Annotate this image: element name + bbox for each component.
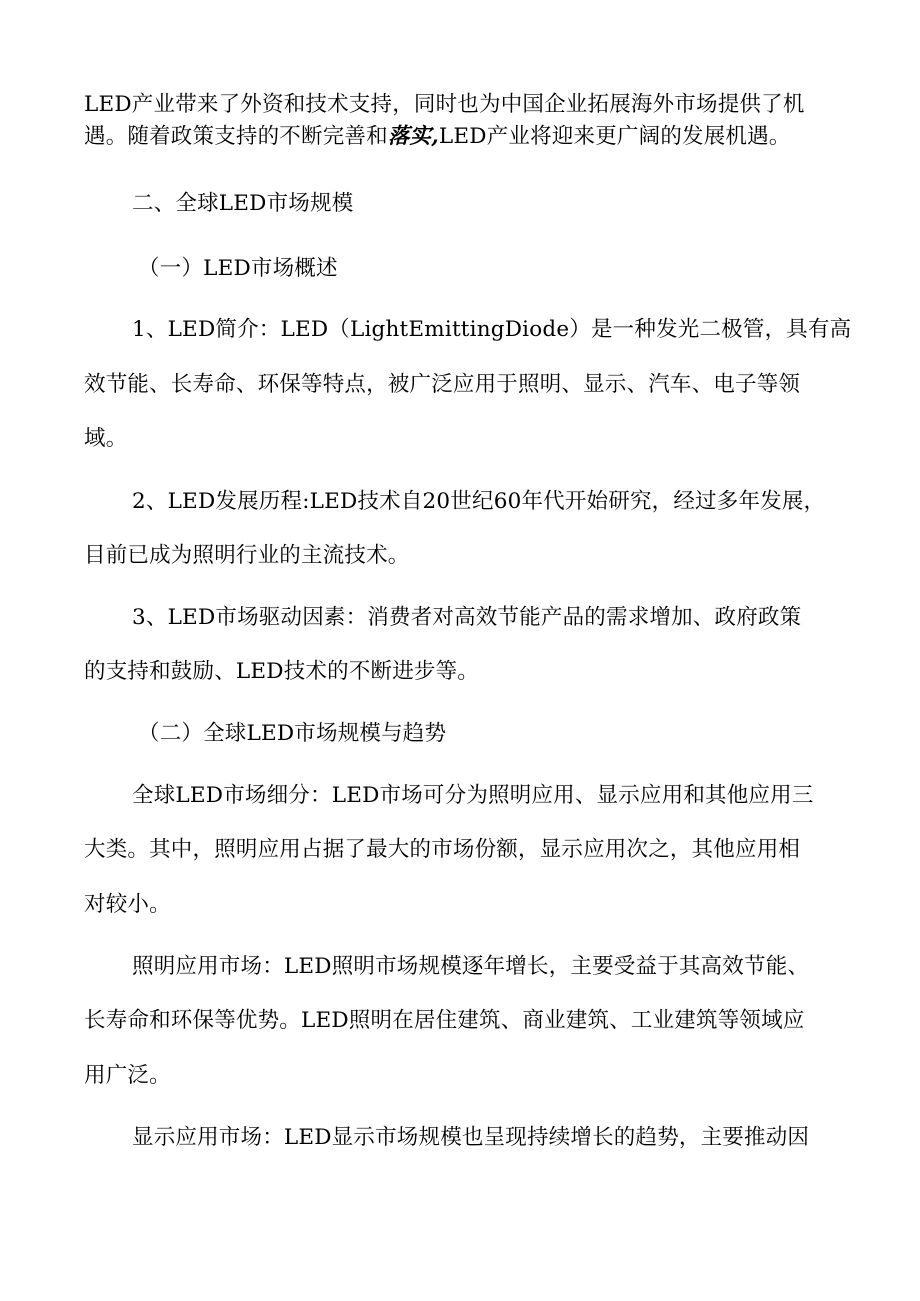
text-line: 效节能、长寿命、环保等特点，被广泛应用于照明、显示、汽车、电子等领 xyxy=(84,372,801,397)
text-line: 大类。其中，照明应用占据了最大的市场份额，显示应用次之，其他应用相 xyxy=(84,837,801,862)
subsection-heading: （二）全球LED市场规模与趋势 xyxy=(138,721,447,746)
text-run: LED产业将迎来更广阔的发展机遇。 xyxy=(438,124,791,149)
text-line: 长寿命和环保等优势。LED照明在居住建筑、商业建筑、工业建筑等领域应 xyxy=(84,1008,805,1033)
text-line: 2、LED发展历程:LED技术自20世纪60年代开始研究，经过多年发展， xyxy=(132,489,826,514)
text-line: 域。 xyxy=(84,426,128,451)
text-line xyxy=(84,122,791,152)
text-line: 对较小。 xyxy=(84,892,171,917)
section-heading: 二、全球LED市场规模 xyxy=(132,191,354,216)
text-line: LED产业带来了外资和技术支持，同时也为中国企业拓展海外市场提供了机 xyxy=(84,92,805,117)
text-line: 用广泛。 xyxy=(84,1063,171,1088)
text-line: 照明应用市场：LED照明市场规模逐年增长，主要受益于其高效节能、 xyxy=(132,954,810,979)
emphasized-text: 落实, xyxy=(387,124,439,149)
text-line: 1、LED简介：LED（LightEmittingDiode）是一种发光二极管，具有高 xyxy=(132,317,852,342)
subsection-heading: （一）LED市场概述 xyxy=(138,256,338,281)
text-line: 全球LED市场细分：LED市场可分为照明应用、显示应用和其他应用三 xyxy=(132,783,814,808)
text-run: 遇。随着政策支持的不断完善和 xyxy=(84,124,388,149)
text-line: 显示应用市场：LED显示市场规模也呈现持续增长的趋势，主要推动因 xyxy=(132,1125,810,1150)
text-line: 3、LED市场驱动因素：消费者对高效节能产品的需求增加、政府政策 xyxy=(132,605,802,630)
text-line: 的支持和鼓励、LED技术的不断进步等。 xyxy=(84,659,480,684)
text-line: 目前已成为照明行业的主流技术。 xyxy=(84,543,410,568)
